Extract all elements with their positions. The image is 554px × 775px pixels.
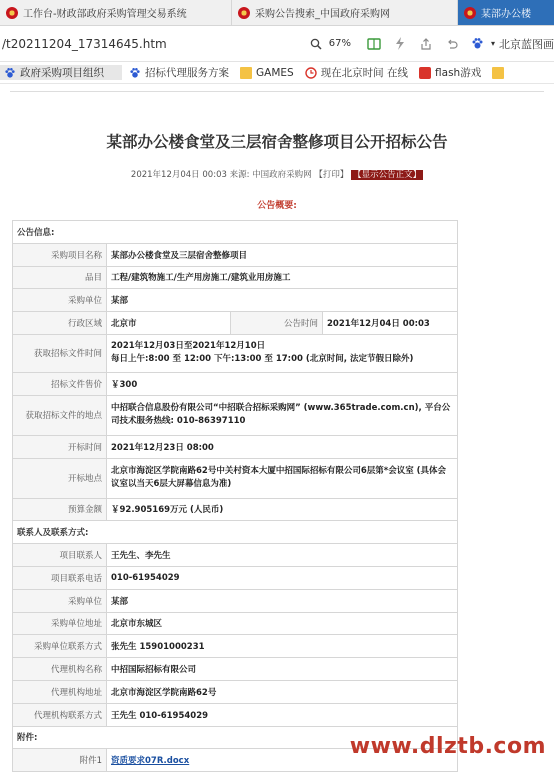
row-label: 项目联系电话 (13, 566, 107, 589)
table-row (13, 395, 458, 435)
bookmark-agency-plan[interactable] (125, 65, 233, 80)
table-row (13, 498, 458, 521)
time-range: 2021年12月03日至2021年12月10日 (111, 341, 266, 352)
bookmark-label: 招标代理服务方案 (145, 67, 229, 79)
paw-icon (129, 67, 141, 79)
row-value: 某部 (107, 289, 458, 312)
row-value: 北京市 (107, 312, 231, 335)
emblem-icon (238, 7, 250, 19)
folder-icon (240, 67, 252, 79)
row-label: 采购单位 (13, 289, 107, 312)
row-value: 中招联合信息股份有限公司“中招联合招标采购网” (www.365trade.com.cn), 平台公司技术服务热线: 010-86397110 (107, 395, 458, 435)
zoom-control[interactable] (303, 37, 351, 51)
show-body-button[interactable]: 【显示公告正文】 (353, 170, 422, 180)
url-field[interactable]: /t20211204_17314645.htm (2, 36, 167, 51)
meta-text: 2021年12月04日 00:03 来源: 中国政府采购网 【打印】 (130, 170, 349, 180)
row-label: 招标文件售价 (13, 372, 107, 395)
paw-icon (471, 37, 485, 51)
reading-mode-icon[interactable] (367, 37, 381, 51)
announcement-table (12, 220, 458, 772)
article-meta (0, 168, 554, 180)
row-value: 某部 (107, 589, 458, 612)
row-label: 代理机构联系方式 (13, 703, 107, 726)
row-label: 采购单位 (13, 589, 107, 612)
row-value: 2021年12月04日 00:03 (323, 312, 458, 335)
table-row (13, 566, 458, 589)
table-row (13, 289, 458, 312)
row-label: 代理机构地址 (13, 680, 107, 703)
row-value: 北京市海淀区学院南路62号 (107, 680, 458, 703)
row-label: 品目 (13, 266, 107, 289)
search-text: 北京蓝图画 (499, 37, 554, 51)
bookmark-procurement-org[interactable] (0, 65, 122, 80)
tab-active-announcement[interactable] (458, 0, 554, 25)
bookmark-label: GAMES (256, 66, 294, 79)
breadcrumb (10, 86, 544, 92)
address-bar (0, 26, 554, 62)
row-value: 010-61954029 (107, 566, 458, 589)
table-row (13, 243, 458, 266)
site-watermark: www.dlztb.com (349, 734, 546, 759)
table-row (13, 312, 458, 335)
row-value: 工程/建筑物施工/生产用房施工/建筑业用房施工 (107, 266, 458, 289)
row-value: 张先生 15901000231 (107, 635, 458, 658)
row-label: 项目联系人 (13, 544, 107, 567)
row-label: 行政区域 (13, 312, 107, 335)
page-title: 某部办公楼食堂及三层宿舍整修项目公开招标公告 (106, 133, 448, 151)
row-value: 中招国际招标有限公司 (107, 658, 458, 681)
table-row (13, 544, 458, 567)
section-heading: 联系人及联系方式: (13, 521, 458, 544)
bookmark-label: 政府采购项目组织 (20, 67, 104, 79)
row-value: ￥92.905169万元 (人民币) (107, 498, 458, 521)
table-row (13, 458, 458, 498)
bookmark-label: flash游戏 (435, 67, 482, 79)
row-label: 采购单位地址 (13, 612, 107, 635)
row-label: 公告时间 (231, 312, 323, 335)
time-hours: 每日上午:8:00 至 12:00 下午:13:00 至 17:00 (北京时间, 法定节假日除外) (111, 354, 414, 365)
row-value: 北京市东城区 (107, 612, 458, 635)
tab-label: 采购公告搜索_中国政府采购网 (255, 9, 390, 20)
row-label: 代理机构名称 (13, 658, 107, 681)
tab-label: 工作台-财政部政府采购管理交易系统 (23, 9, 187, 20)
row-value (107, 334, 458, 372)
table-row (13, 589, 458, 612)
bookmark-beijing-time[interactable] (301, 65, 412, 80)
row-value: ￥300 (107, 372, 458, 395)
table-row (13, 435, 458, 458)
table-row (13, 612, 458, 635)
attachment-link[interactable]: 资质要求07R.docx (111, 756, 190, 767)
section-heading: 公告信息: (13, 221, 458, 244)
row-label: 采购单位联系方式 (13, 635, 107, 658)
row-label: 开标地点 (13, 458, 107, 498)
bookmark-games[interactable] (236, 67, 298, 79)
row-label: 采购项目名称 (13, 243, 107, 266)
bookmark-folder-more[interactable] (488, 67, 512, 79)
row-value: 2021年12月23日 08:00 (107, 435, 458, 458)
row-label: 附件1 (13, 749, 107, 772)
table-row (13, 658, 458, 681)
row-value: 王先生、李先生 (107, 544, 458, 567)
row-value: 某部办公楼食堂及三层宿舍整修项目 (107, 243, 458, 266)
table-row (13, 266, 458, 289)
browser-tab-strip (0, 0, 554, 26)
emblem-icon (464, 7, 476, 19)
row-value: 北京市海淀区学院南路62号中关村资本大厦中招国际招标有限公司6层第*会议室 (具体会议室以当天6层大屏幕信息为准) (107, 458, 458, 498)
table-row (13, 334, 458, 372)
summary-heading: 公告概要: (257, 201, 297, 211)
bookmark-flash-games[interactable] (415, 65, 485, 80)
table-row (13, 635, 458, 658)
zoom-level: 67% (328, 38, 351, 49)
share-icon[interactable] (419, 37, 433, 51)
page-content (0, 86, 554, 775)
folder-icon (492, 67, 504, 79)
tab-finance-workbench[interactable] (0, 0, 232, 25)
emblem-icon (6, 7, 18, 19)
chevron-down-icon: ▾ (490, 39, 495, 48)
table-row (13, 521, 458, 544)
row-label: 预算金额 (13, 498, 107, 521)
undo-icon[interactable] (445, 37, 459, 51)
section-heading: 附件: (13, 726, 458, 749)
zoom-icon (309, 37, 323, 51)
row-value: 王先生 010-61954029 (107, 703, 458, 726)
tab-procurement-search[interactable] (232, 0, 458, 25)
bookmarks-bar (0, 62, 554, 84)
search-engine-selector[interactable] (465, 36, 554, 52)
table-row (13, 372, 458, 395)
row-label: 开标时间 (13, 435, 107, 458)
flash-logo-icon (419, 67, 431, 79)
lightning-icon[interactable] (393, 37, 407, 51)
table-row (13, 680, 458, 703)
paw-icon (4, 67, 16, 79)
row-label: 获取招标文件时间 (13, 334, 107, 372)
clock-icon (305, 67, 317, 79)
table-row (13, 221, 458, 244)
row-label: 获取招标文件的地点 (13, 395, 107, 435)
table-row (13, 703, 458, 726)
tab-label: 某部办公楼 (481, 9, 531, 20)
bookmark-label: 现在北京时间 在线 (320, 67, 409, 79)
